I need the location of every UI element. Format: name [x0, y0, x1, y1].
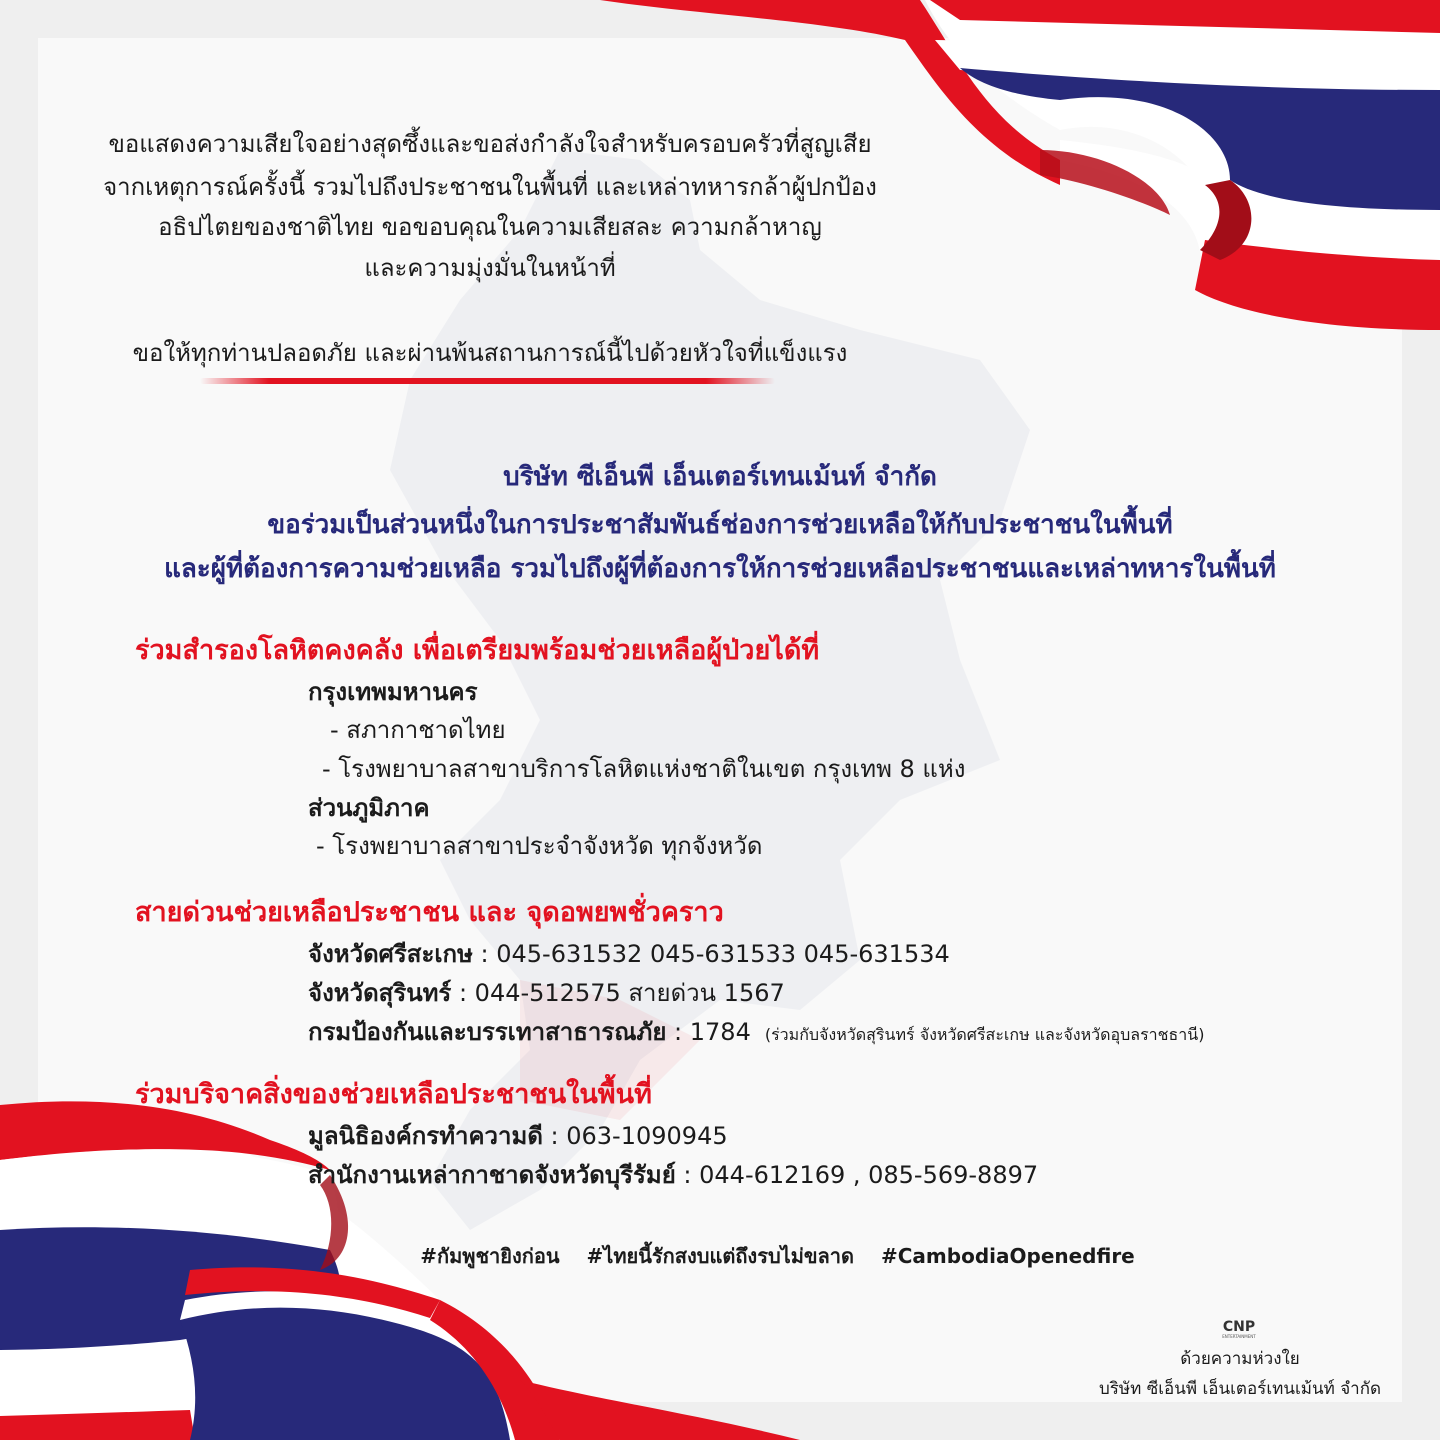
blood-heading: ร่วมสำรองโลหิตคงคลัง เพื่อเตรียมพร้อมช่วยเหลือผู้ป่วยได้ที่ [135, 635, 820, 666]
hotline-row [308, 934, 950, 973]
bangkok-label: กรุงเทพมหานคร [308, 678, 478, 706]
hashtag-row [0, 1240, 1440, 1272]
signature-line-2: บริษัท ซีเอ็นพี เอ็นเตอร์เทนเม้นท์ จำกัด [1098, 1379, 1382, 1399]
hotline-sep: : [666, 1018, 690, 1046]
region-label: ส่วนภูมิภาค [308, 794, 430, 822]
donate-sep: : [675, 1161, 700, 1189]
intro-line-4: และความมุ่งมั่นในหน้าที่ [364, 254, 616, 282]
donate-label: มูลนิธิองค์กรทำความดี [308, 1122, 543, 1150]
hotline-value: 044-512575 สายด่วน 1567 [474, 979, 785, 1007]
donate-heading: ร่วมบริจาคสิ่งของช่วยเหลือประชาชนในพื้นที่ [135, 1079, 652, 1110]
hotline-label: จังหวัดศรีสะเกษ [308, 940, 473, 968]
donate-value: 063-1090945 [566, 1122, 728, 1150]
hotline-row [308, 1012, 1204, 1051]
hotline-value: 1784 [689, 1018, 751, 1046]
logo-text: CNP [1222, 1319, 1256, 1335]
hotline-note: (ร่วมกับจังหวัดสุรินทร์ จังหวัดศรีสะเกษ และจังหวัดอุบลราชธานี) [764, 1025, 1205, 1044]
donate-row [308, 1155, 1038, 1194]
hotline-sep: : [451, 979, 475, 1007]
intro-line-1: ขอแสดงความเสียใจอย่างสุดซึ้งและขอส่งกำลังใจสำหรับครอบครัวที่สูญเสีย [108, 130, 872, 158]
signature-line-1: ด้วยความห่วงใย [1180, 1349, 1300, 1369]
company-name: บริษัท ซีเอ็นพี เอ็นเตอร์เทนเม้นท์ จำกัด [503, 462, 937, 492]
intro-line-2: จากเหตุการณ์ครั้งนี้ รวมไปถึงประชาชนในพื้นที่ และเหล่าทหารกล้าผู้ปกป้อง [103, 173, 877, 201]
red-divider [200, 378, 775, 384]
hashtag[interactable]: #ไทยนี้รักสงบแต่ถึงรบไม่ขลาด [586, 1244, 855, 1268]
donate-row [308, 1116, 728, 1155]
intro-line-3: อธิปไตยของชาติไทย ขอขอบคุณในความเสียสละ ความกล้าหาญ [158, 213, 822, 241]
hotline-label: กรมป้องกันและบรรเทาสาธารณภัย [308, 1018, 667, 1046]
logo-subtext: ENTERTAINMENT [1222, 1334, 1256, 1339]
bangkok-item-2: - โรงพยาบาลสาขาบริการโลหิตแห่งชาติในเขต กรุงเทพ 8 แห่ง [322, 755, 966, 783]
hashtag[interactable]: #CambodiaOpenedfire [881, 1244, 1135, 1268]
donate-label: สำนักงานเหล่ากาชาดจังหวัดบุรีรัมย์ [308, 1161, 676, 1189]
intro-wish: ขอให้ทุกท่านปลอดภัย และผ่านพ้นสถานการณ์นี้ไปด้วยหัวใจที่แข็งแรง [132, 339, 848, 367]
donate-sep: : [542, 1122, 567, 1150]
region-item-1: - โรงพยาบาลสาขาประจำจังหวัด ทุกจังหวัด [316, 832, 763, 860]
hotline-heading: สายด่วนช่วยเหลือประชาชน และ จุดอพยพชั่วคราว [135, 897, 724, 928]
donate-value: 044-612169 , 085-569-8897 [699, 1161, 1039, 1189]
cnp-logo-icon [1218, 1316, 1260, 1340]
company-statement-2: และผู้ที่ต้องการความช่วยเหลือ รวมไปถึงผู้ที่ต้องการให้การช่วยเหลือประชาชนและเหล่าทหารในพื้นที่ [164, 554, 1276, 584]
hotline-value: 045-631532 045-631533 045-631534 [496, 940, 950, 968]
bangkok-item-1: - สภากาชาดไทย [330, 716, 506, 744]
hotline-sep: : [472, 940, 497, 968]
company-statement-1: ขอร่วมเป็นส่วนหนึ่งในการประชาสัมพันธ์ช่องการช่วยเหลือให้กับประชาชนในพื้นที่ [267, 510, 1173, 540]
hotline-row [308, 973, 785, 1012]
hotline-label: จังหวัดสุรินทร์ [308, 979, 452, 1007]
hashtag[interactable]: #กัมพูชายิงก่อน [420, 1244, 560, 1268]
